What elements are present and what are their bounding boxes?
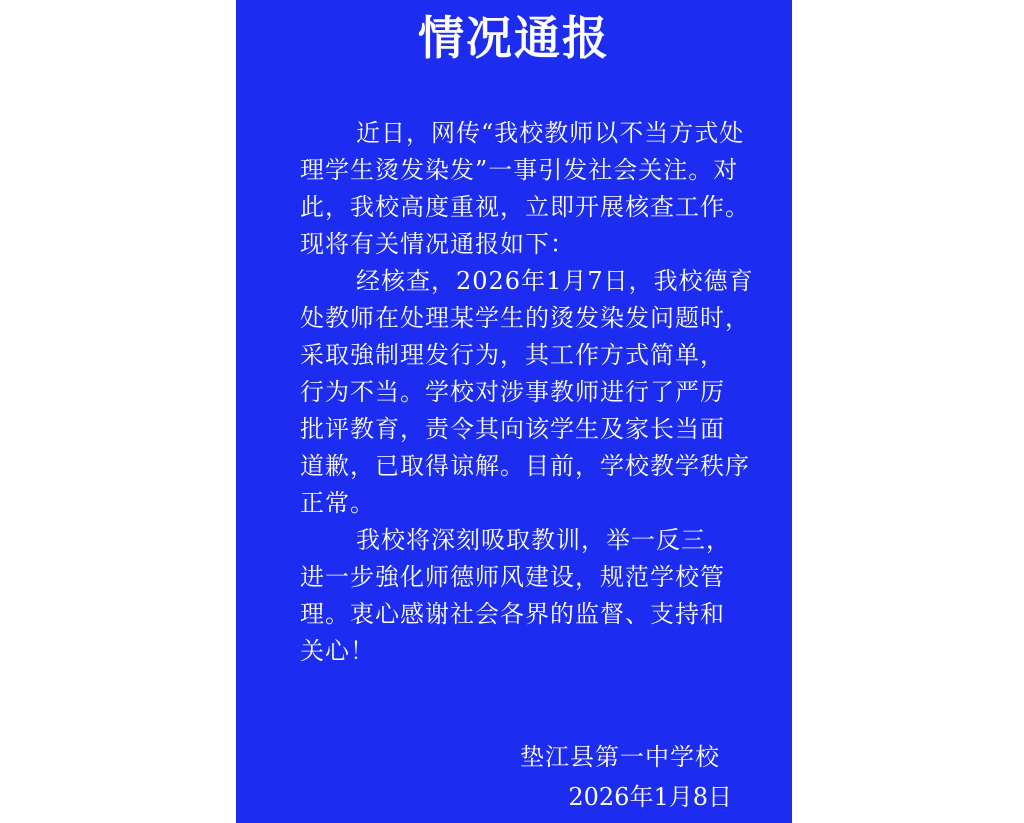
paragraph-line: 行为不当。学校对涉事教师进行了严厉 [300, 378, 725, 406]
paragraph-line: 我校将深刻吸取教训，举一反三， [356, 526, 731, 554]
paragraph-line: 此，我校高度重视，立即开展核查工作。 [300, 193, 750, 221]
signature-block [520, 737, 732, 817]
paragraph-line: 处教师在处理某学生的烫发染发问题时， [300, 304, 750, 332]
paragraph-line: 理。衷心感谢社会各界的监督、支持和 [300, 600, 725, 628]
paragraph-line: 批评教育，责令其向该学生及家长当面 [300, 415, 725, 443]
paragraph-1 [300, 115, 750, 263]
paragraph-line: 近日，网传“我校教师以不当方式处 [356, 119, 745, 147]
paragraph-line: 进一步強化师德师风建设，规范学校管 [300, 563, 725, 591]
paragraph-2 [300, 263, 754, 522]
paragraph-line: 关心！ [300, 637, 375, 665]
paragraph-line: 正常。 [300, 489, 375, 517]
notice-body [300, 115, 754, 670]
paragraph-line: 理学生烫发染发”一事引发社会关注。对 [300, 156, 739, 184]
signature-date: 2026年1月8日 [568, 783, 732, 811]
paragraph-3 [300, 522, 750, 670]
paragraph-line: 经核查，2026年1月7日，我校德育 [356, 267, 754, 295]
paragraph-line: 现将有关情况通报如下： [300, 230, 575, 258]
notice-title: 情况通报 [418, 11, 610, 65]
notice-panel [236, 0, 792, 823]
signature-school: 垫江县第一中学校 [520, 743, 720, 771]
paragraph-line: 道歉，已取得谅解。目前，学校教学秩序 [300, 452, 750, 480]
paragraph-line: 采取強制理发行为，其工作方式简单， [300, 341, 725, 369]
